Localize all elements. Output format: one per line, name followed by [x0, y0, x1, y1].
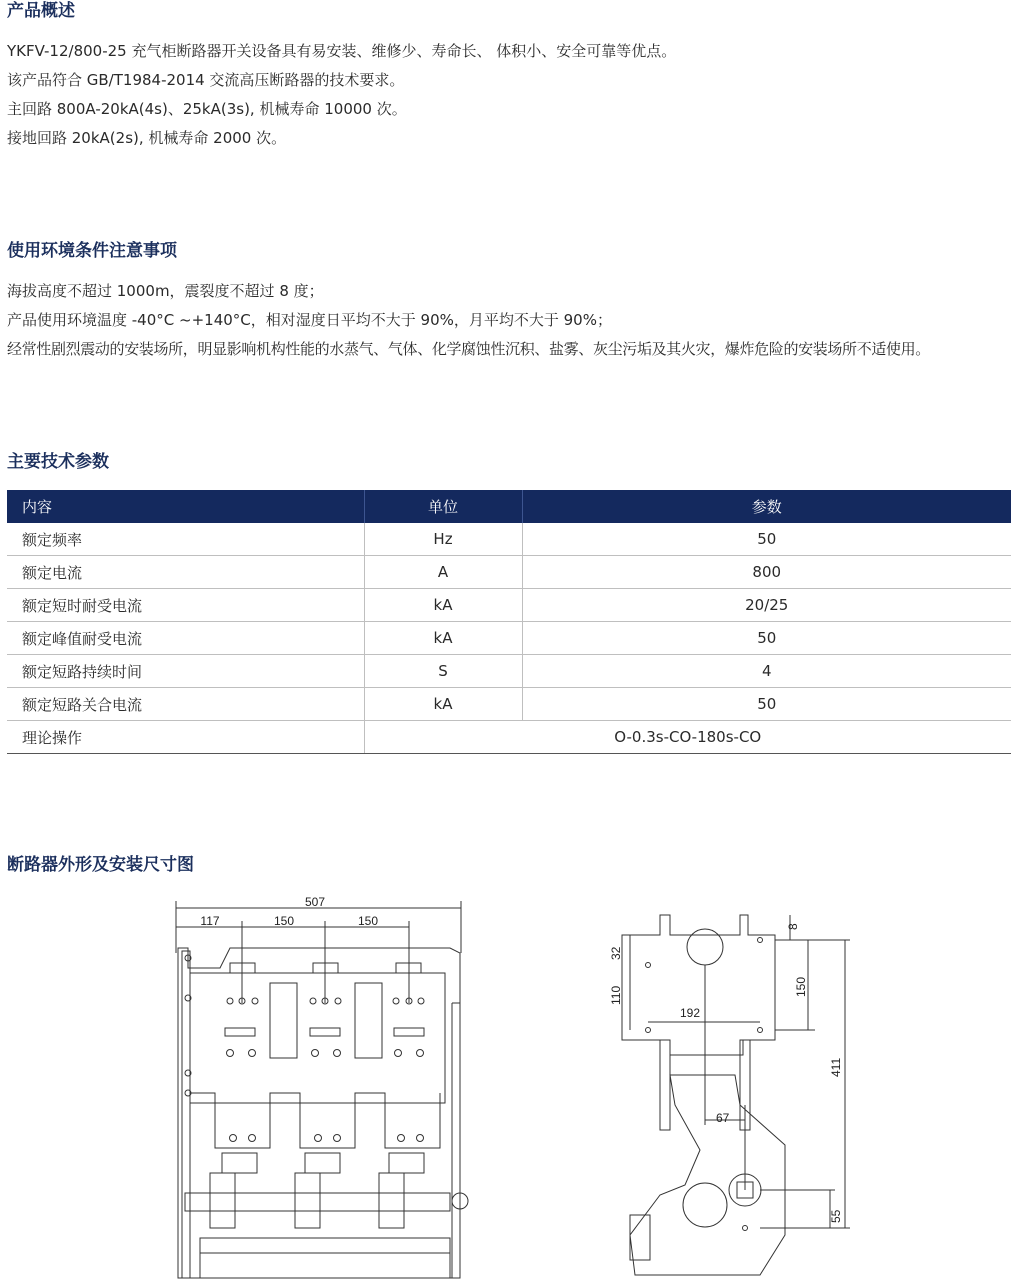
front-view-drawing — [160, 893, 480, 1283]
row-label: 额定短路关合电流 — [7, 688, 364, 721]
side-dim-411: 411 — [829, 1057, 843, 1077]
overview-line: YKFV-12/800-25 充气柜断路器开关设备具有易安装、维修少、寿命长、 体积小、安全可靠等优点。 — [7, 42, 677, 60]
row-unit: Hz — [364, 523, 522, 556]
side-dim-67: 67 — [716, 1111, 730, 1125]
table-row — [7, 556, 1011, 589]
conditions-line: 海拔高度不超过 1000m，震裂度不超过 8 度； — [7, 282, 324, 300]
overview-line: 主回路 800A-20kA(4s)、25kA(3s), 机械寿命 10000 次。 — [7, 100, 407, 118]
table-row — [7, 622, 1011, 655]
front-dim-150b: 150 — [357, 914, 379, 928]
table-row — [7, 721, 1011, 754]
row-label: 额定电流 — [7, 556, 364, 589]
side-dim-150: 150 — [794, 976, 808, 997]
conditions-title: 使用环境条件注意事项 — [7, 241, 177, 261]
table-row — [7, 688, 1011, 721]
row-value: O-0.3s-CO-180s-CO — [364, 721, 1011, 754]
row-value: 20/25 — [522, 589, 1011, 622]
table-row — [7, 589, 1011, 622]
row-value: 4 — [522, 655, 1011, 688]
table-header-row — [7, 490, 1011, 523]
row-label: 额定短时耐受电流 — [7, 589, 364, 622]
row-unit: kA — [364, 589, 522, 622]
row-label: 额定短路持续时间 — [7, 655, 364, 688]
params-title: 主要技术参数 — [7, 452, 109, 472]
overview-text — [7, 37, 676, 153]
row-label: 额定频率 — [7, 523, 364, 556]
row-unit: S — [364, 655, 522, 688]
side-dim-192: 192 — [680, 1006, 701, 1020]
row-value: 800 — [522, 556, 1011, 589]
row-value: 50 — [522, 523, 1011, 556]
overview-title: 产品概述 — [7, 1, 75, 21]
side-dim-55: 55 — [829, 1209, 843, 1223]
side-dim-8: 8 — [786, 923, 800, 930]
row-label: 额定峰值耐受电流 — [7, 622, 364, 655]
drawing-title: 断路器外形及安装尺寸图 — [7, 855, 194, 875]
table-row — [7, 655, 1011, 688]
front-dim-150a: 150 — [273, 914, 295, 928]
overview-line: 接地回路 20kA(2s), 机械寿命 2000 次。 — [7, 129, 287, 147]
front-dim-total: 507 — [304, 895, 326, 909]
conditions-text — [7, 277, 930, 364]
row-unit: kA — [364, 622, 522, 655]
row-unit: kA — [364, 688, 522, 721]
header-content: 内容 — [7, 490, 364, 523]
table-row — [7, 523, 1011, 556]
side-view-drawing — [600, 905, 860, 1285]
header-value: 参数 — [522, 490, 1011, 523]
overview-line: 该产品符合 GB/T1984-2014 交流高压断路器的技术要求。 — [7, 71, 405, 89]
header-unit: 单位 — [364, 490, 522, 523]
side-dim-32: 32 — [609, 946, 623, 960]
conditions-line: 产品使用环境温度 -40°C ~+140°C，相对湿度日平均不大于 90%，月平均不大于 90%； — [7, 311, 612, 329]
front-dim-117: 117 — [200, 914, 220, 928]
row-value: 50 — [522, 622, 1011, 655]
row-label: 理论操作 — [7, 721, 364, 754]
params-table — [7, 490, 1011, 754]
conditions-line: 经常性剧烈震动的安装场所，明显影响机构性能的水蒸气、气体、化学腐蚀性沉积、盐雾、灰尘污垢及其火灾，爆炸危险的安装场所不适使用。 — [7, 340, 930, 358]
row-unit: A — [364, 556, 522, 589]
row-value: 50 — [522, 688, 1011, 721]
side-dim-110: 110 — [609, 985, 623, 1005]
